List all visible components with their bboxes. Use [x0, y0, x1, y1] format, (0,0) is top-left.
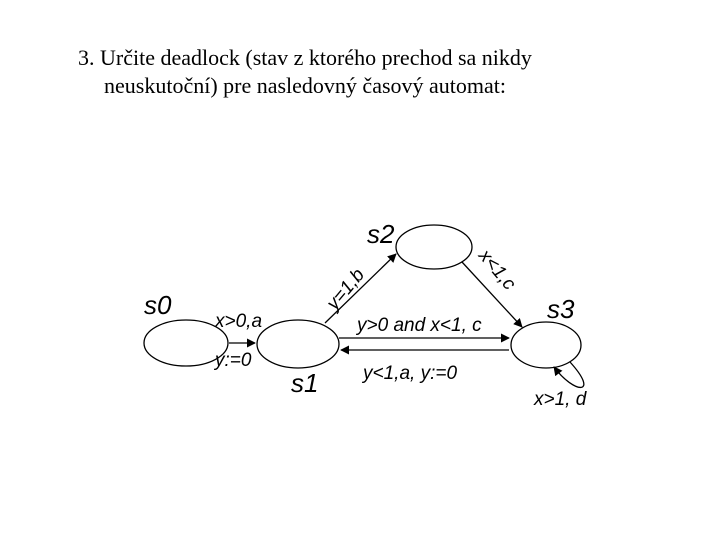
label-s1-s3: y>0 and x<1, c — [357, 315, 482, 336]
label-s3-s1: y<1,a, y:=0 — [363, 363, 458, 384]
label-s0: s0 — [144, 290, 172, 320]
label-s0-s1-reset: y:=0 — [215, 350, 252, 371]
question-line-1: 3. Určite deadlock (stav z ktorého prechod sa nikdy — [78, 45, 532, 70]
state-s1 — [257, 320, 339, 368]
label-s2-s3: x<1,c — [474, 245, 520, 295]
label-s1: s1 — [291, 368, 319, 398]
state-s2 — [396, 225, 472, 269]
state-s3 — [511, 322, 581, 368]
label-s0-s1-guard: x>0,a — [215, 311, 263, 332]
question-line-2: neuskutoční) pre nasledovný časový automat: — [104, 73, 507, 98]
label-s3-loop: x>1, d — [534, 389, 587, 410]
label-s1-s2: y=1,b — [322, 264, 370, 315]
label-s2: s2 — [367, 219, 395, 249]
label-s3: s3 — [547, 294, 575, 324]
